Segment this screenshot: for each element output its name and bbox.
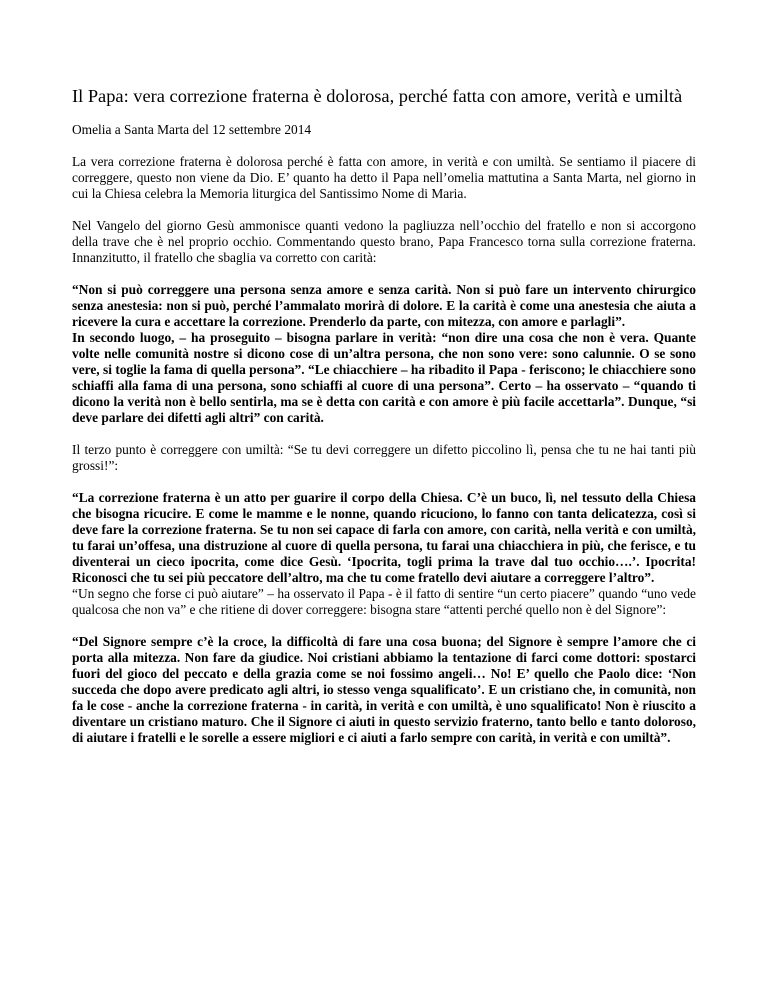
paragraph-gospel: Nel Vangelo del giorno Gesù ammonisce quanti vedono la pagliuzza nell’occhio del fratello e non si accorgono della trave che è nel proprio occhio. Commentando questo brano, Papa Francesco torna sulla correzione fraterna. Innanzitutto, il fratello che sbaglia va corretto con carità: [72,218,696,265]
document-page [72,85,696,746]
quote-healing: “La correzione fraterna è un atto per guarire il corpo della Chiesa. C’è un buco, lì, nel tessuto della Chiesa che bisogna ricucire. E come le mamme e le nonne, quando ricuciono, lo fanno con tanta delicatezza, così si deve fare la correzione fraterna. Se tu non sei capace di farla con amore, con carità, nella verità e con umiltà, tu farai un’offesa, una distruzione al cuore di quella persona, tu farai una chiacchiera in più, che ferisce, e tu diventerai un cieco ipocrita, come dice Gesù. ‘Ipocrita, togli prima la trave dal tuo occhio….’. Ipocrita! Riconosci che tu sei più peccatore dell’altro, ma che tu come fratello devi aiutare a correggere l’altro”. [72,490,696,585]
document-subtitle: Omelia a Santa Marta del 12 settembre 2014 [72,122,312,137]
paragraph-sign: “Un segno che forse ci può aiutare” – ha osservato il Papa - è il fatto di sentire “un certo piacere” quando “uno vede qualcosa che non va” e che ritiene di dover correggere: bisogna stare “attenti perché quello non è del Signore”: [72,586,696,617]
document-title: Il Papa: vera correzione fraterna è dolorosa, perché fatta con amore, verità e umiltà [72,86,683,106]
quote-truth: In secondo luogo, – ha proseguito – bisogna parlare in verità: “non dire una cosa che non è vera. Quante volte nelle comunità nostre si dicono cose di un’altra persona, che non sono vere: sono calunnie. O se sono vere, si toglie la fama di quella persona”. “Le chiacchiere – ha ribadito il Papa - feriscono; le chiacchiere sono schiaffi alla fama di una persona, sono schiaffi al cuore di una persona”. Certo – ha osservato – “quando ti dicono la verità non è bello sentirla, ma se è detta con carità e con amore è più facile accettarla”. Dunque, “si deve parlare dei difetti agli altri” con carità. [72,330,696,425]
quote-cross: “Del Signore sempre c’è la croce, la difficoltà di fare una cosa buona; del Signore è sempre l’amore che ci porta alla mitezza. Non fare da giudice. Noi cristiani abbiamo la tentazione di farci come dottori: spostarci fuori del gioco del peccato e della grazia come se noi fossimo angeli… No! E’ quello che Paolo dice: ‘Non succeda che dopo avere predicato agli altri, io stesso venga squalificato’. E un cristiano che, in comunità, non fa le cose - anche la correzione fraterna - in carità, in verità e con umiltà, è uno squalificato! Non è riuscito a diventare un cristiano maturo. Che il Signore ci aiuti in questo servizio fraterno, tanto bello e tanto doloroso, di aiutare i fratelli e le sorelle a essere migliori e ci aiuti a farlo sempre con carità, in verità e con umiltà”. [72,634,696,745]
paragraph-humility: Il terzo punto è correggere con umiltà: “Se tu devi correggere un difetto piccolino lì, pensa che tu ne hai tanti più grossi!”: [72,442,696,473]
quote-charity: “Non si può correggere una persona senza amore e senza carità. Non si può fare un intervento chirurgico senza anestesia: non si può, perché l’ammalato morirà di dolore. E la carità è come una anestesia che aiuta a ricevere la cura e accettare la correzione. Prenderlo da parte, con mitezza, con amore e parlagli”. [72,282,696,329]
paragraph-intro: La vera correzione fraterna è dolorosa perché è fatta con amore, in verità e con umiltà. Se sentiamo il piacere di correggere, questo non viene da Dio. E’ quanto ha detto il Papa nell’omelia mattutina a Santa Marta, nel giorno in cui la Chiesa celebra la Memoria liturgica del Santissimo Nome di Maria. [72,154,696,201]
